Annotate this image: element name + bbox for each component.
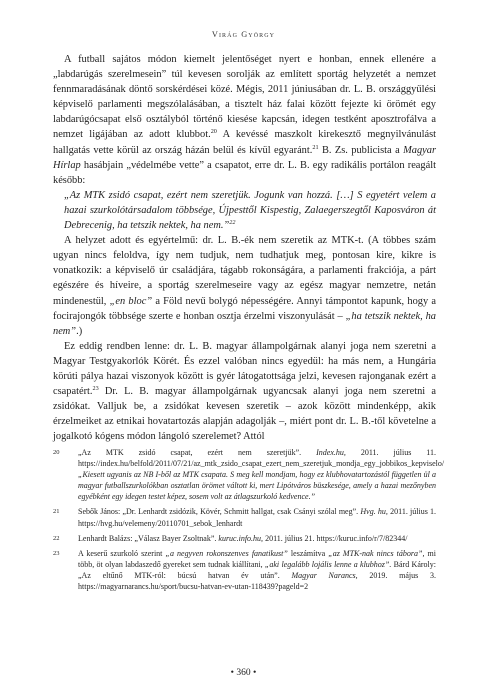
italic-phrase: „ha tetszik nektek, ha nem” xyxy=(53,310,436,337)
footnote-text: A keserű szurkoló szerint xyxy=(78,548,166,558)
text-run: B. Zs. publicista a xyxy=(318,144,404,156)
text-run: A futball sajátos módon kiemelt jelentőséget nyert e honban, ennek ellenére a „labdarúgás szerelmesein” túl kevesen sorolják az említett sportág helyzetét a nemzet fennmaradásának döntő sorskérdései közé. Mégis, 2011 júniusában dr. L. B. országgyűlési képviselő parlamenti megszólalásában, a tisztelt ház falai között fejezte ki örömét egy labdarúgócsapat első osztályból történő kiesése kapcsán, idegen testként aposztrofálva a nemzet ligájában az adott klubbot. xyxy=(53,54,436,141)
footnote-quote: „Kiesett ugyanis az NB I-ből az MTK csapata. S meg kell mondjam, hogy ez klubhovatartozástól független ül a magyar futballszurkolókban osztatlan örömet váltott ki, mert Lipótváros büszkesége, amely a hazai mezőnyben egyébként egy idegen testet képez, sosem volt az átlagszurkoló kedvence.” xyxy=(78,470,436,502)
block-quote xyxy=(53,188,436,233)
text-run: .) xyxy=(76,325,83,337)
paragraph xyxy=(53,339,436,445)
footnote-ref[interactable]: 20 xyxy=(210,128,217,136)
footnote-source: Hvg. hu, xyxy=(360,507,388,517)
text-run: Dr. L. B. magyar állampolgárnak ugyancsak alanyi joga nem szeretni a zsidókat. Valljuk be, a zsidókat kevesen szeretik – azok között mindenképp, akik érzelmeiket az etnikai hovatartozás alapján adagolják –, miért pont dr. L. B.-től követelne a jogalkotó kógens módon lángoló szerelemet? Attól xyxy=(53,386,436,443)
footnote-url[interactable]: 2011. július 21. https://kuruc.info/r/7/82344/ xyxy=(263,533,408,543)
footnote-ref[interactable]: 22 xyxy=(229,219,236,227)
footnote xyxy=(53,447,445,502)
publication-title: Magyar Hírlap xyxy=(53,144,436,171)
text-run: A helyzet adott és egyértelmű: dr. L. B.-ék nem szeretik az MTK-t. (A többes szám ugyan nincs feloldva, így nem tudjuk, nem tudhatjuk meg, pontosan kire, kikre is vonatkozik: a képviselő úr családjára, tágabb rokonságára, a parlamenti frakciója, a párt egészére és híveire, a sportág szerelmeseire vagy az egész magyar nemzetre, netán mindenestül, xyxy=(53,235,436,307)
footnote-ref[interactable]: 23 xyxy=(92,385,99,393)
footnote-quote: „a negyven rokonszenves fanatikust” xyxy=(165,548,288,558)
paragraph xyxy=(53,233,436,339)
footnote xyxy=(53,533,436,544)
footnote-text: Lenhardt Balázs: „Válasz Bayer Zsoltnak”. xyxy=(78,533,219,543)
text-run: Ez eddig rendben lenne: dr. L. B. magyar állampolgárnak alanyi joga nem szeretni a Magyar Testgyakorlók Körét. És ezzel valóban nincs egyedül: ha más nem, a Hungária körúti pálya hazai viszonyok között is gyér látogatottsága jelzi, kevesen rajonganak ezért a csapatért. xyxy=(53,340,436,398)
footnote-ref[interactable]: 21 xyxy=(312,143,319,151)
footnote-quote: „az MTK-nak nincs tábora”, xyxy=(328,548,425,558)
footnote-source: kuruc.info.hu, xyxy=(218,533,264,543)
footnote-text: mi több, öt olyan labdaszedő gyereket sem tudnak kiállítani, xyxy=(78,548,436,569)
footnote-source: Magyar Narancs, xyxy=(291,570,358,580)
footnote-url[interactable]: 2019. május 3. https://magyarnarancs.hu/sport/bucsu-hatvan-ev-utan-118439?pageld=2 xyxy=(78,570,437,592)
footnote-url[interactable]: 2011. július 1. https://hvg.hu/velemeny/20110701_sebok_lenhardt xyxy=(78,507,437,528)
italic-phrase: „en bloc” xyxy=(109,295,153,307)
page-number: • 360 • xyxy=(230,668,257,678)
footnote-quote: „aki legalább lojális lenne a klubhoz”. xyxy=(264,559,392,569)
main-text xyxy=(53,52,436,444)
footnote xyxy=(53,548,436,592)
footnote-number: 22 xyxy=(53,534,60,542)
footnotes xyxy=(53,447,445,596)
running-header: Virág György xyxy=(211,30,276,39)
footnote-text: leszámítva xyxy=(287,548,329,558)
text-run: A kevéssé maszkolt kirekesztő megnyilvánulást hallgatás vette körül az ország házán belül és kívül egyaránt. xyxy=(53,129,436,156)
footnote-text: Sebők János: „Dr. Lenhardt zsidózik, Kövér, Schmitt hallgat, csak Csányi szólal meg”. xyxy=(78,507,361,517)
quote-text: „Az MTK zsidó csapat, ezért nem szeretjük. Jogunk van hozzá. […] S egyetért velem a hazai szurkolótársadalom többsége, Újpesttől Kispestig, Zalaegerszegtől Kaposváron át Debrecenig, ha tetszik nektek, ha nem.” xyxy=(64,189,436,232)
footnote-url[interactable]: 2011. július 11. https://index.hu/belfold/2011/07/21/az_mtk_zsido_csapat_ezert_nem_szeretjuk_mondja_egy_jobbikos_kepviselo/ xyxy=(78,448,445,469)
footnote-source: Index.hu, xyxy=(316,448,346,457)
footnote-text: „Az MTK zsidó csapat, ezért nem szeretjük”. xyxy=(78,448,317,457)
text-run: a Föld nevű bolygó népességére. Annyi támpontot kapunk, hogy a focirajongók többsége szerte e honban osztja érzelmi viszonyulását – xyxy=(53,295,436,322)
footnote-number: 21 xyxy=(53,508,60,516)
footnote-text: Bárd Károly: „Az eltűnő MTK-ról: búcsú hatvan év után”. xyxy=(78,559,436,580)
footnote xyxy=(53,506,436,528)
text-run: hasábjain „védelmébe vette” a csapatot, erre dr. L. B. egy radikális portálon reagált később: xyxy=(53,159,436,186)
paragraph xyxy=(53,52,436,188)
footnote-number: 20 xyxy=(53,449,60,456)
footnote-number: 23 xyxy=(53,549,60,557)
